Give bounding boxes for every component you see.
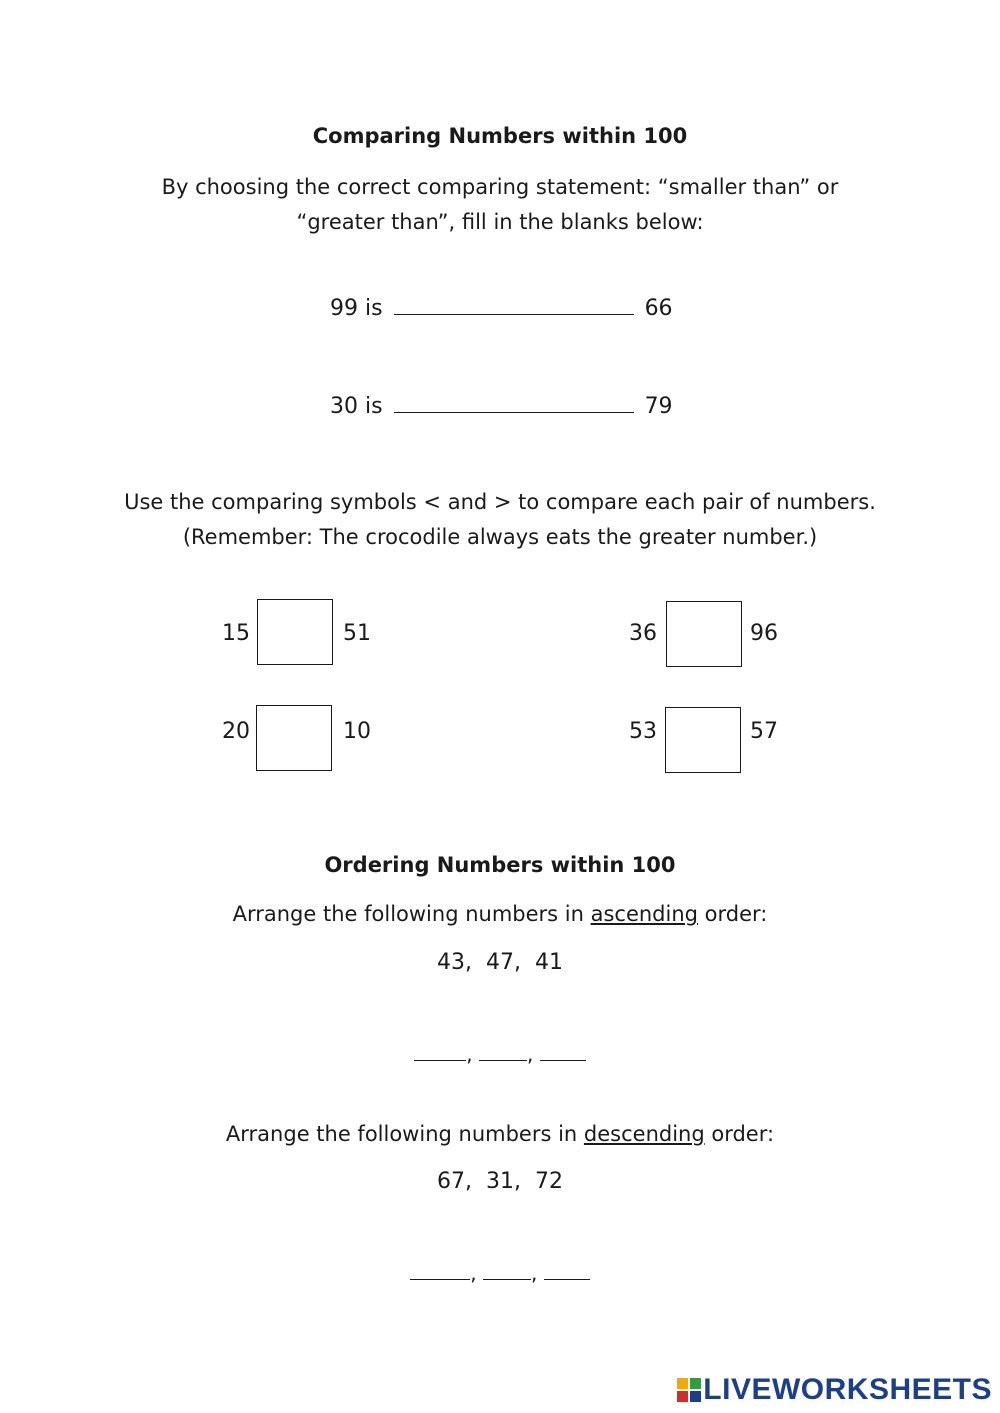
pair-4-symbol-box[interactable] bbox=[665, 707, 741, 773]
ascending-answer-row bbox=[0, 1042, 1000, 1066]
ascending-numbers: 43, 47, 41 bbox=[437, 950, 563, 975]
liveworksheets-logo-text: LIVEWORKSHEETS bbox=[703, 1373, 992, 1406]
descending-blank-2[interactable] bbox=[483, 1261, 531, 1280]
statement-2 bbox=[330, 390, 673, 419]
descending-keyword: descending bbox=[583, 1122, 705, 1146]
descending-prefix: Arrange the following numbers in bbox=[225, 1122, 584, 1146]
statement-2-answer-blank[interactable] bbox=[394, 390, 634, 413]
instruction-line-1: By choosing the correct comparing statement: “smaller than” or bbox=[161, 175, 839, 199]
ascending-sep-2: , bbox=[527, 1042, 534, 1066]
statement-2-left: 30 is bbox=[330, 394, 383, 419]
pair-2-a: 36 bbox=[629, 621, 657, 646]
ascending-blank-1[interactable] bbox=[414, 1042, 466, 1061]
comparing-instruction bbox=[0, 170, 1000, 240]
descending-suffix: order: bbox=[704, 1122, 775, 1146]
symbols-line-2: (Remember: The crocodile always eats the greater number.) bbox=[182, 525, 818, 549]
liveworksheets-logo-icon bbox=[677, 1378, 701, 1402]
ascending-blank-2[interactable] bbox=[479, 1042, 527, 1061]
pair-1-b: 51 bbox=[343, 621, 371, 646]
instruction-line-2: “greater than”, fill in the blanks below: bbox=[296, 210, 704, 234]
ascending-prefix: Arrange the following numbers in bbox=[232, 902, 591, 926]
liveworksheets-logo bbox=[677, 1373, 992, 1407]
statement-1-answer-blank[interactable] bbox=[394, 292, 634, 315]
descending-blank-1[interactable] bbox=[410, 1261, 470, 1280]
descending-sep-1: , bbox=[470, 1261, 477, 1285]
descending-sep-2: , bbox=[531, 1261, 538, 1285]
statement-1 bbox=[330, 292, 673, 321]
symbols-instruction bbox=[0, 485, 1000, 555]
pair-1-symbol-box[interactable] bbox=[257, 599, 333, 665]
descending-numbers: 67, 31, 72 bbox=[437, 1169, 563, 1194]
pair-4-b: 57 bbox=[750, 719, 778, 744]
symbols-line-1: Use the comparing symbols < and > to compare each pair of numbers. bbox=[124, 490, 876, 514]
ascending-blank-3[interactable] bbox=[540, 1042, 586, 1061]
pair-4-a: 53 bbox=[629, 719, 657, 744]
ascending-suffix: order: bbox=[697, 902, 768, 926]
descending-blank-3[interactable] bbox=[544, 1261, 590, 1280]
statement-1-left: 99 is bbox=[330, 296, 383, 321]
pair-1-a: 15 bbox=[222, 621, 250, 646]
ascending-sep-1: , bbox=[466, 1042, 473, 1066]
descending-instruction bbox=[0, 1117, 1000, 1152]
comparing-title: Comparing Numbers within 100 bbox=[312, 124, 688, 148]
statement-2-right: 79 bbox=[644, 394, 673, 419]
pair-3-a: 20 bbox=[222, 719, 250, 744]
pair-3-symbol-box[interactable] bbox=[256, 705, 332, 771]
statement-1-right: 66 bbox=[644, 296, 673, 321]
ordering-title: Ordering Numbers within 100 bbox=[324, 853, 676, 877]
pair-2-b: 96 bbox=[750, 621, 778, 646]
ascending-keyword: ascending bbox=[590, 902, 698, 926]
ascending-instruction bbox=[0, 897, 1000, 932]
pair-2-symbol-box[interactable] bbox=[666, 601, 742, 667]
pair-3-b: 10 bbox=[343, 719, 371, 744]
descending-answer-row bbox=[0, 1261, 1000, 1285]
